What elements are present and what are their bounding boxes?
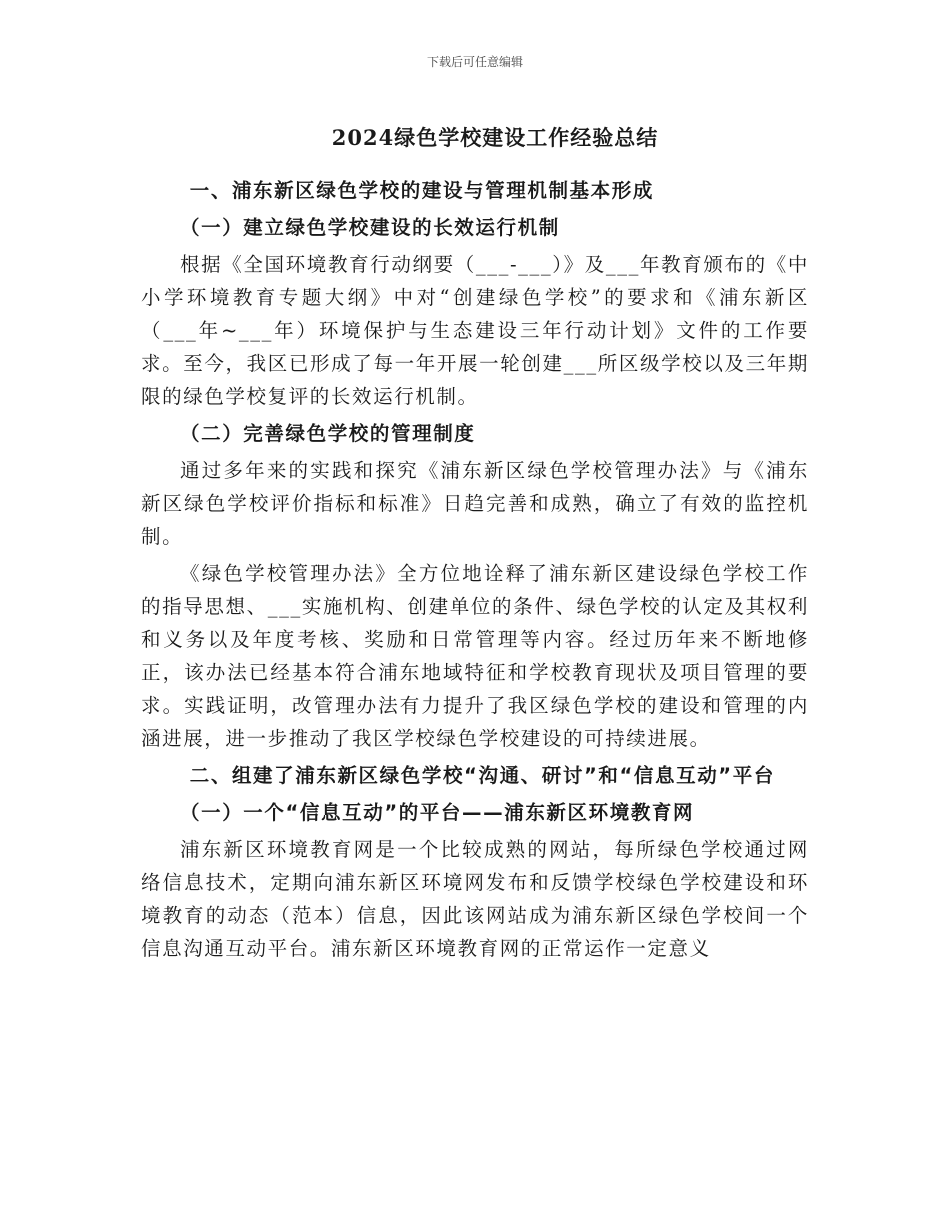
- section-2-heading: 二、组建了浦东新区绿色学校“沟通、研讨”和“信息互动”平台: [189, 764, 775, 787]
- paragraph: 通过多年来的实践和探究《浦东新区绿色学校管理办法》与《浦东新区绿色学校评价指标和标准》日趋完善和成熟，确立了有效的监控机制。: [141, 459, 809, 548]
- section-2-1-heading: （一）一个“信息互动”的平台——浦东新区环境教育网: [180, 801, 695, 824]
- document-body: [141, 172, 809, 967]
- paragraph: 根据《全国环境教育行动纲要（___-___）》及___年教育颁布的《中小学环境教育专题大纲》中对“创建绿色学校”的要求和《浦东新区（___年~___年）环境保护与生态建设三年行动计划》文件的工作要求。至今，我区已形成了每一年开展一轮创建___所区级学校以及三年期限的绿色学校复评的长效运行机制。: [141, 253, 809, 408]
- section-1-1-heading: （一）建立绿色学校建设的长效运行机制: [180, 216, 560, 239]
- paragraph: 《绿色学校管理办法》全方位地诠释了浦东新区建设绿色学校工作的指导思想、___实施机构、创建单位的条件、绿色学校的认定及其权利和义务以及年度考核、奖励和日常管理等内容。经过历年来不断地修正，该办法已经基本符合浦东地域特征和学校教育现状及项目管理的要求。实践证明，改管理办法有力提升了我区绿色学校的建设和管理的内涵进展，进一步推动了我区学校绿色学校建设的可持续进展。: [141, 562, 809, 750]
- section-1-heading: 一、浦东新区绿色学校的建设与管理机制基本形成: [189, 179, 654, 202]
- page-header-note: 下载后可任意编辑: [426, 55, 523, 69]
- paragraph: 浦东新区环境教育网是一个比较成熟的网站，每所绿色学校通过网络信息技术，定期向浦东新区环境网发布和反馈学校绿色学校建设和环境教育的动态（范本）信息，因此该网站成为浦东新区绿色学校间一个信息沟通互动平台。浦东新区环境教育网的正常运作一定意义: [141, 838, 809, 960]
- document-title: 2024绿色学校建设工作经验总结: [331, 125, 659, 150]
- section-1-2-heading: （二）完善绿色学校的管理制度: [180, 422, 476, 445]
